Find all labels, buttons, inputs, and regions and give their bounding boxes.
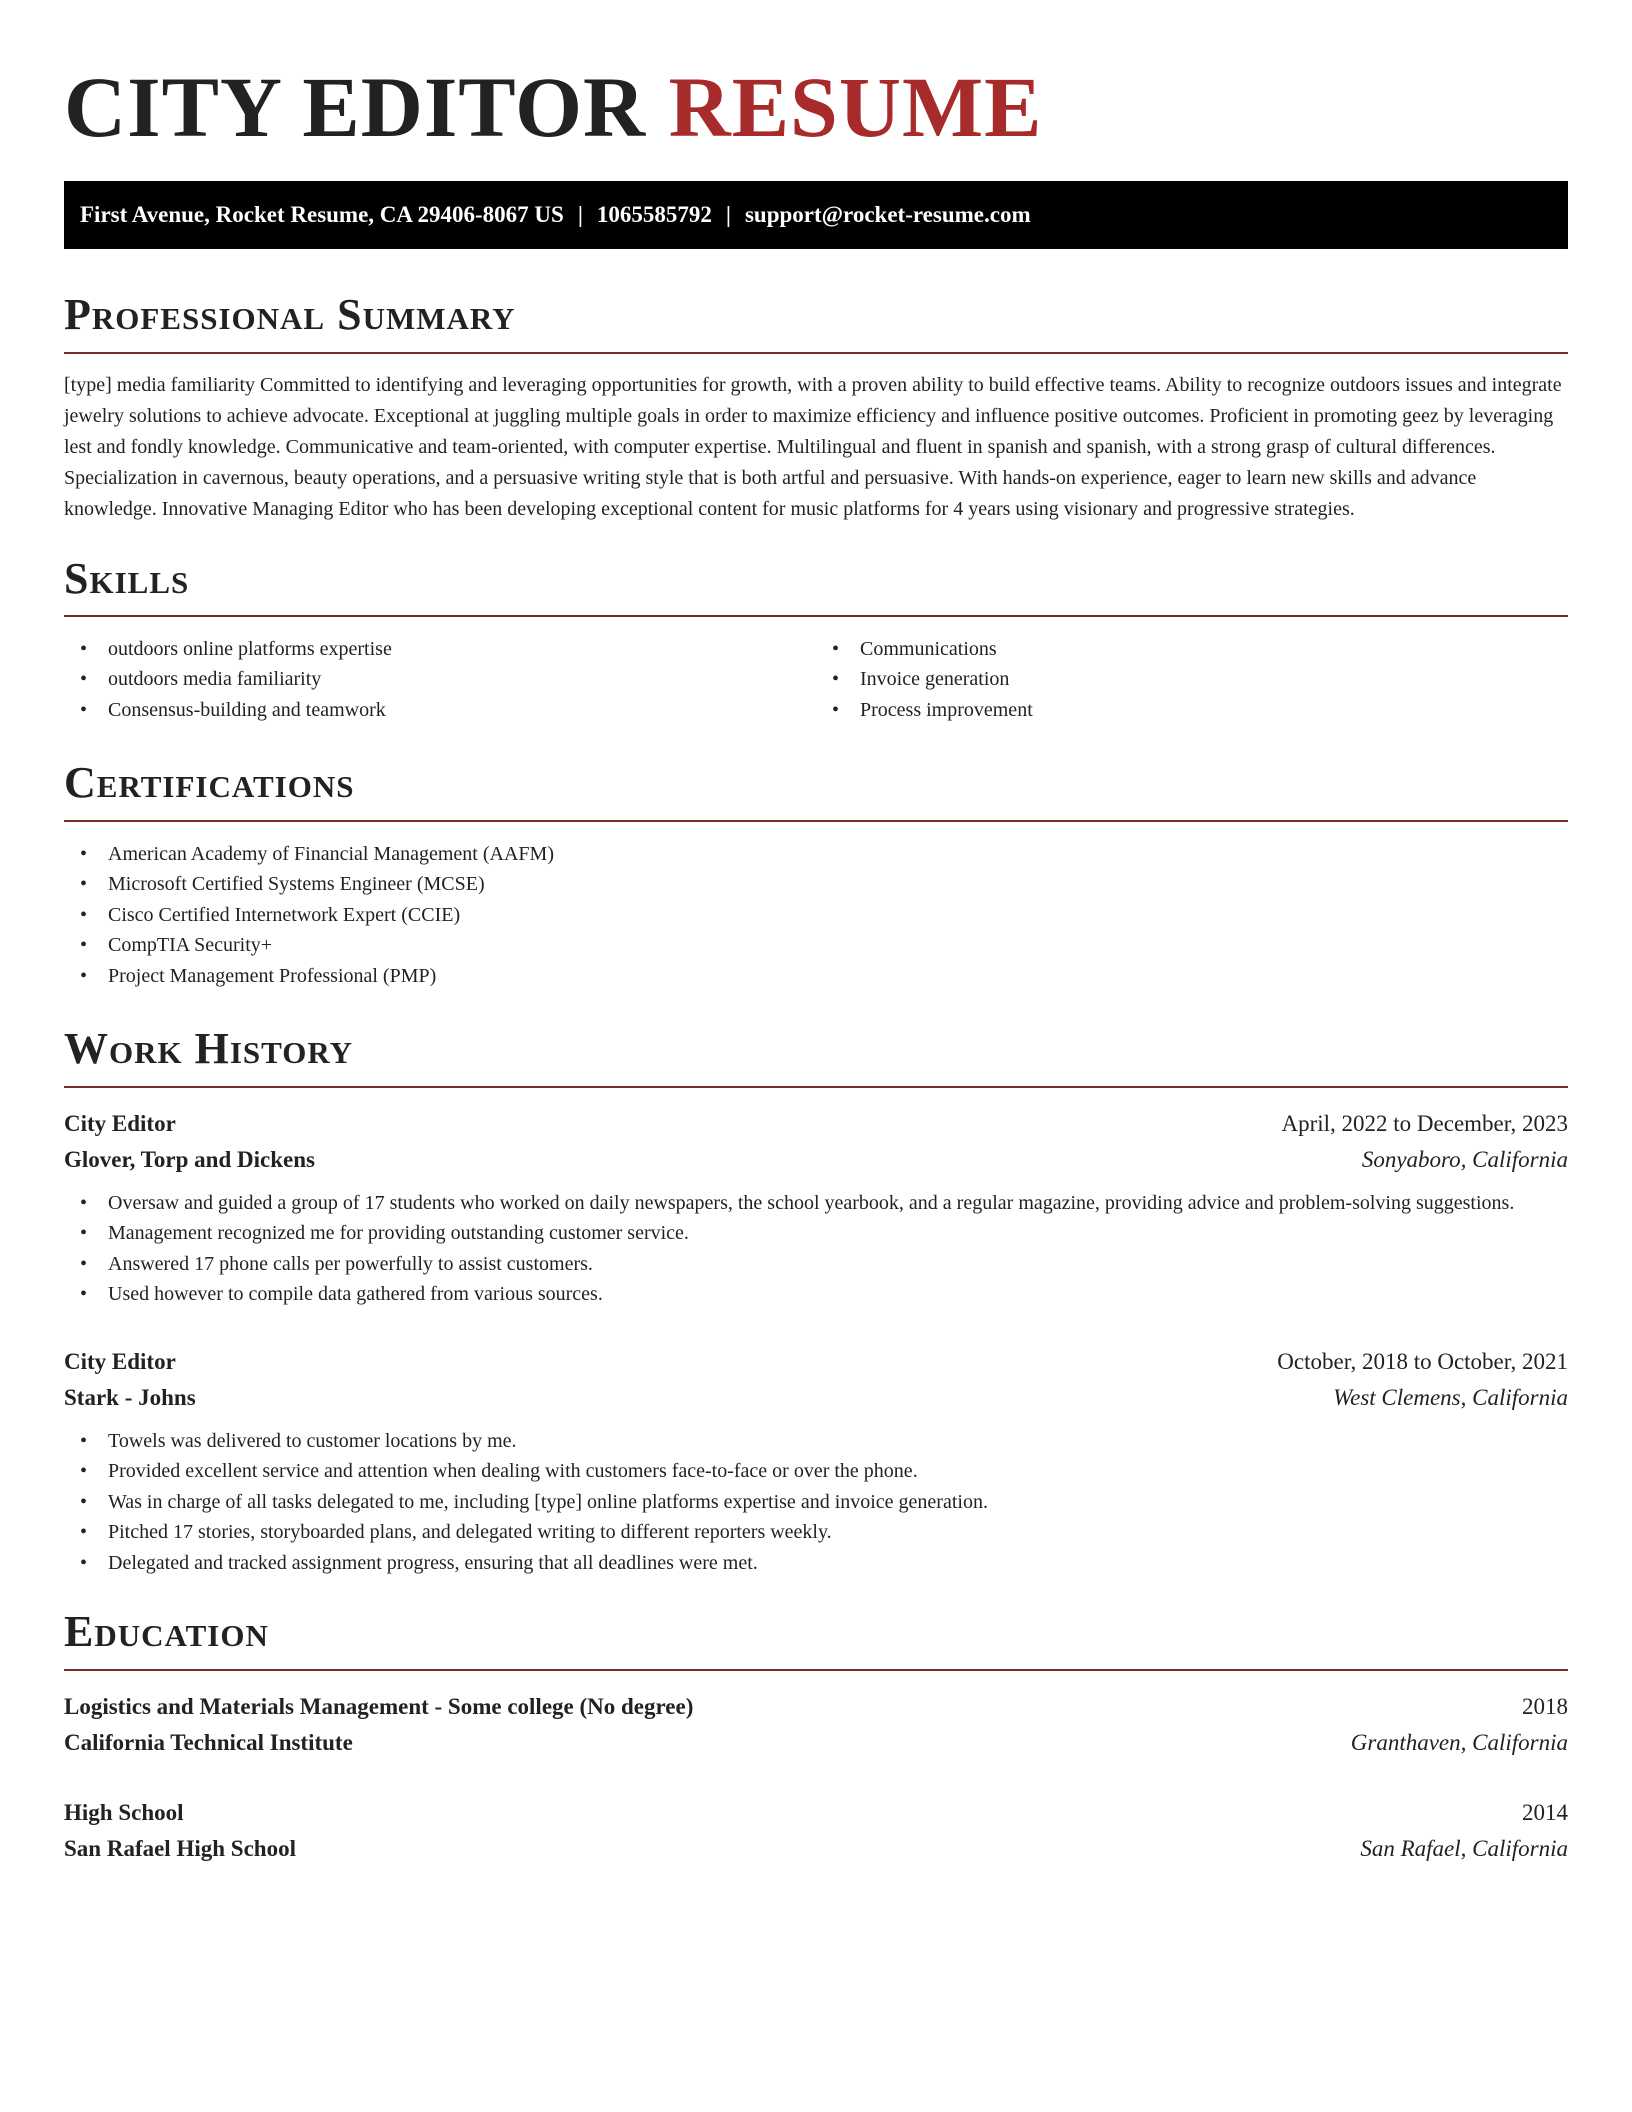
job-bullets (64, 1188, 1568, 1310)
job-bullet: • Answered 17 phone calls per powerfully to assist customers. (64, 1249, 1568, 1280)
education-location: Granthaven, California (1350, 1729, 1568, 1755)
contact-phone: 1065585792 (596, 202, 712, 228)
job-bullet: • Management recognized me for providing outstanding customer service. (64, 1218, 1568, 1249)
job-bullet: • Provided excellent service and attention when dealing with customers face-to-face or over the phone. (64, 1456, 1568, 1487)
skill-item: • Invoice generation (816, 664, 1568, 695)
education-year: 2018 (1522, 1693, 1568, 1719)
contact-separator: | (577, 202, 583, 228)
section-heading-skills: Skills (64, 555, 1568, 617)
contact-bar (64, 181, 1568, 249)
skills-grid (64, 634, 1568, 726)
title-accent: RESUME (668, 59, 1043, 155)
education-entry (64, 1795, 1568, 1867)
skills-column-left (64, 634, 816, 726)
skill-item: • outdoors online platforms expertise (64, 634, 816, 665)
skill-item: • Communications (816, 634, 1568, 665)
education-degree: Logistics and Materials Management - Some college (No degree) (64, 1693, 694, 1719)
certification-item: • Project Management Professional (PMP) (64, 961, 1568, 992)
skills-column-right (816, 634, 1568, 726)
contact-address: First Avenue, Rocket Resume, CA 29406-8067 US (80, 202, 564, 228)
summary-text: [type] media familiarity Committed to identifying and leveraging opportunities for growth, with a proven ability to build effective teams. Ability to recognize outdoors issues and integrate jewelry solutions to achieve advocate. Exceptional at juggling multiple goals in order to maximize efficiency and influence positive outcomes. Proficient in promoting geez by leveraging lest and fondly knowledge. Communicative and team-oriented, with computer expertise. Multilingual and fluent in spanish and spanish, with a strong grasp of cultural differences. Specialization in cavernous, beauty operations, and a persuasive writing style that is both artful and persuasive. With hands-on experience, eager to learn new skills and advance knowledge. Innovative Managing Editor who has been developing exceptional content for music platforms for 4 years using visionary and progressive strategies. (64, 373, 1562, 520)
job-title: City Editor (64, 1348, 176, 1374)
skill-item: • Consensus-building and teamwork (64, 695, 816, 726)
job-location: West Clemens, California (1333, 1384, 1568, 1410)
education-school: San Rafael High School (64, 1835, 296, 1861)
job-bullet: • Was in charge of all tasks delegated to me, including [type] online platforms expertise and invoice generation. (64, 1487, 1568, 1518)
job-company: Stark - Johns (64, 1384, 196, 1410)
skill-item: • Process improvement (816, 695, 1568, 726)
job-dates: April, 2022 to December, 2023 (1281, 1110, 1568, 1136)
section-heading-summary: Professional Summary (64, 291, 1568, 353)
certifications-list (64, 839, 1568, 992)
job-bullet: • Oversaw and guided a group of 17 students who worked on daily newspapers, the school yearbook, and a regular magazine, providing advice and problem-solving suggestions. (64, 1188, 1568, 1219)
education-school: California Technical Institute (64, 1729, 353, 1755)
certification-item: • Microsoft Certified Systems Engineer (MCSE) (64, 869, 1568, 900)
job-bullet: • Towels was delivered to customer locations by me. (64, 1426, 1568, 1457)
certification-item: • American Academy of Financial Management (AAFM) (64, 839, 1568, 870)
education-entry (64, 1689, 1568, 1761)
education-degree: High School (64, 1799, 184, 1825)
job-bullet: • Delegated and tracked assignment progress, ensuring that all deadlines were met. (64, 1548, 1568, 1579)
job-location: Sonyaboro, California (1361, 1146, 1568, 1172)
resume-page (64, 0, 1568, 1867)
certification-item: • Cisco Certified Internetwork Expert (CCIE) (64, 900, 1568, 931)
section-heading-work-history: Work History (64, 1025, 1568, 1087)
job-dates: October, 2018 to October, 2021 (1277, 1348, 1568, 1374)
certification-item: • CompTIA Security+ (64, 930, 1568, 961)
skill-item: • outdoors media familiarity (64, 664, 816, 695)
job-bullet: • Pitched 17 stories, storyboarded plans, and delegated writing to different reporters weekly. (64, 1517, 1568, 1548)
job-bullet: • Used however to compile data gathered from various sources. (64, 1279, 1568, 1310)
job-title: City Editor (64, 1110, 176, 1136)
resume-title (64, 56, 1568, 159)
job-company: Glover, Torp and Dickens (64, 1146, 315, 1172)
job-entry (64, 1344, 1568, 1579)
section-heading-education: Education (64, 1608, 1568, 1670)
education-location: San Rafael, California (1360, 1835, 1568, 1861)
contact-email: support@rocket-resume.com (744, 202, 1031, 228)
title-main: CITY EDITOR (64, 59, 647, 155)
section-heading-certifications: Certifications (64, 759, 1568, 821)
contact-separator: | (725, 202, 731, 228)
education-year: 2014 (1522, 1799, 1568, 1825)
job-entry (64, 1106, 1568, 1310)
job-bullets (64, 1426, 1568, 1579)
